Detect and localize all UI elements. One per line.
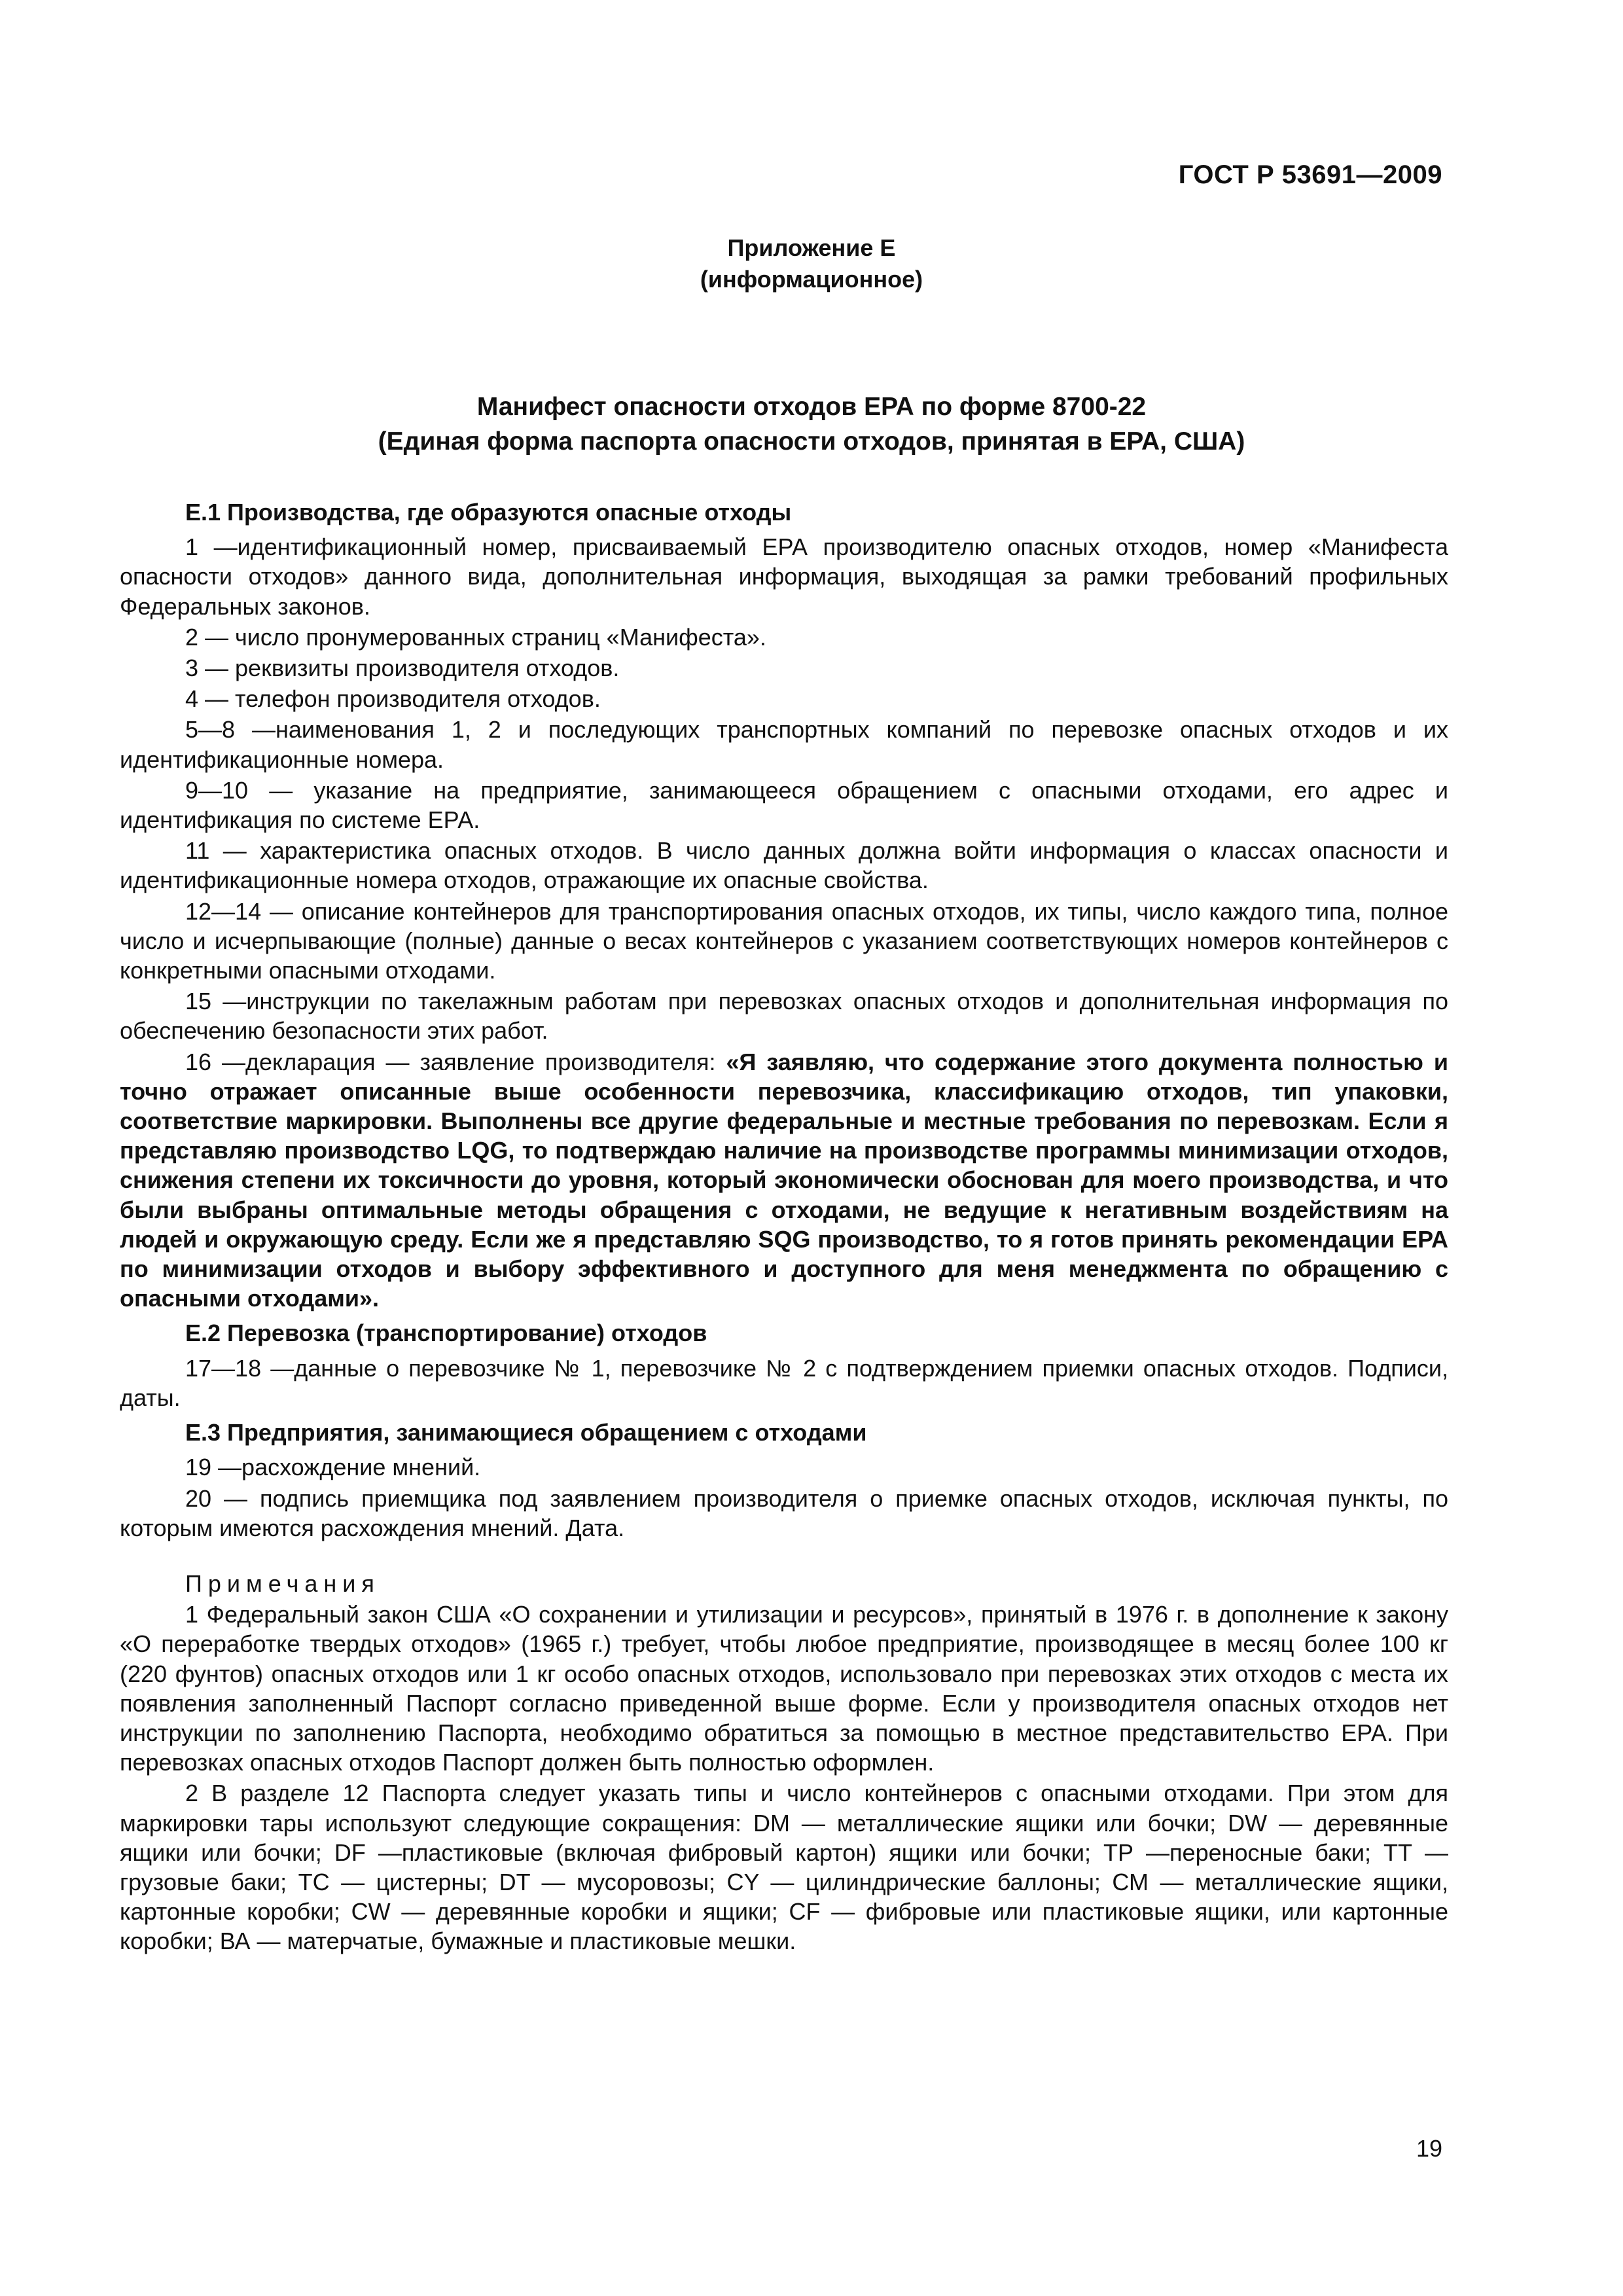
appendix-heading: [0, 232, 1623, 295]
document-title: [0, 389, 1623, 459]
paragraph-item-20: 20 — подпись приемщика под заявлением производителя о приемке опасных отходов, исключая пункты, по которым имеются расхождения мнений. Дата.: [120, 1484, 1448, 1541]
declaration-intro: 16 —декларация — заявление производителя:: [185, 1048, 726, 1075]
paragraph-item-9-10: 9—10 — указание на предприятие, занимающееся обращением с опасными отходами, его адрес и идентификация по системе ЕРА.: [120, 776, 1448, 834]
paragraph-item-4: 4 — телефон производителя отходов.: [185, 685, 601, 713]
paragraph-item-16: [120, 1047, 1448, 1314]
document-body: [120, 497, 1448, 1956]
appendix-type: (информационное): [700, 266, 923, 293]
notes-title: Примечания: [185, 1570, 380, 1597]
section-e1-heading: Е.1 Производства, где образуются опасные отходы: [185, 499, 792, 526]
paragraph-item-5-8: 5—8 —наименования 1, 2 и последующих транспортных компаний по перевозке опасных отходов и их идентификационные номера.: [120, 716, 1448, 773]
paragraph-item-15: 15 —инструкции по такелажным работам при перевозках опасных отходов и дополнительная информация по обеспечению безопасности этих работ.: [120, 988, 1448, 1045]
standard-code: ГОСТ Р 53691—2009: [1178, 160, 1442, 189]
note-1: 1 Федеральный закон США «О сохранении и утилизации и ресурсов», принятый в 1976 г. в дополнение к закону «О переработке твердых отходов» (1965 г.) требует, чтобы любое предприятие, производящее в месяц более 100 кг (220 фунтов) опасных отходов или 1 кг особо опасных отходов, использовало при перевозках этих отходов с места их появления заполненный Паспорт согласно приведенной выше форме. Если у производителя опасных отходов нет инструкции по заполнению Паспорта, необходимо обратиться за помощью в местное представительство ЕРА. При перевозках опасных отходов Паспорт должен быть полностью оформлен.: [120, 1601, 1448, 1776]
appendix-label: Приложение Е: [727, 234, 896, 261]
paragraph-item-12-14: 12—14 — описание контейнеров для транспортирования опасных отходов, их типы, число каждого типа, полное число и исчерпывающие (полные) данные о весах контейнеров с указанием соответствующих номеров контейнеров с конкретными опасными отходами.: [120, 897, 1448, 984]
section-e2-heading: Е.2 Перевозка (транспортирование) отходов: [185, 1319, 707, 1347]
paragraph-item-3: 3 — реквизиты производителя отходов.: [185, 655, 620, 682]
page-number: 19: [1416, 2135, 1442, 2162]
paragraph-item-2: 2 — число пронумерованных страниц «Манифеста».: [185, 623, 766, 651]
title-line-2: (Единая форма паспорта опасности отходов, принятая в ЕРА, США): [378, 427, 1245, 456]
paragraph-item-19: 19 —расхождение мнений.: [185, 1454, 481, 1481]
declaration-text: «Я заявляю, что содержание этого документа полностью и точно отражает описанные выше особенности перевозчика, классификацию отходов, тип упаковки, соответствие маркировки. Выполнены все другие федеральные и местные требования по перевозкам. Если я представляю производство LQG, то подтверждаю наличие на производстве программы минимизации отходов, снижения степени их токсичности до уровня, который экономически обоснован для моего производства, и что были выбраны оптимальные методы обращения с отходами, не ведущие к негативным воздействиям на людей и окружающую среду. Если же я представляю SQG производство, то я готов принять рекомендации ЕРА по минимизации отходов и выбору эффективного и доступного для меня менеджмента по обращению с опасными отходами».: [120, 1048, 1448, 1312]
paragraph-item-11: 11 — характеристика опасных отходов. В число данных должна войти информация о классах опасности и идентификационные номера отходов, отражающие их опасные свойства.: [120, 837, 1448, 894]
paragraph-item-1: 1 —идентификационный номер, присваиваемый ЕРА производителю опасных отходов, номер «Манифеста опасности отходов» данного вида, дополнительная информация, выходящая за рамки требований профильных Федеральных законов.: [120, 533, 1448, 620]
title-line-1: Манифест опасности отходов ЕРА по форме 8700-22: [476, 393, 1147, 421]
note-2: 2 В разделе 12 Паспорта следует указать типы и число контейнеров с опасными отходами. При этом для маркировки тары используют следующие сокращения: DM — металлические ящики или бочки; DW — деревянные ящики или бочки; DF —пластиковые (включая фибровый картон) ящики или бочки; ТР —переносные баки; ТТ — грузовые баки; ТС — цистерны; DT — мусоровозы; CY — цилиндрические баллоны; СМ — металлические ящики, картонные коробки; CW — деревянные коробки и ящики; CF — фибровые или пластиковые ящики, или картонные коробки; ВА — матерчатые, бумажные и пластиковые мешки.: [120, 1780, 1448, 1955]
paragraph-item-17-18: 17—18 —данные о перевозчике № 1, перевозчике № 2 с подтверждением приемки опасных отходов. Подписи, даты.: [120, 1354, 1448, 1411]
section-e3-heading: Е.3 Предприятия, занимающиеся обращением с отходами: [185, 1419, 867, 1446]
